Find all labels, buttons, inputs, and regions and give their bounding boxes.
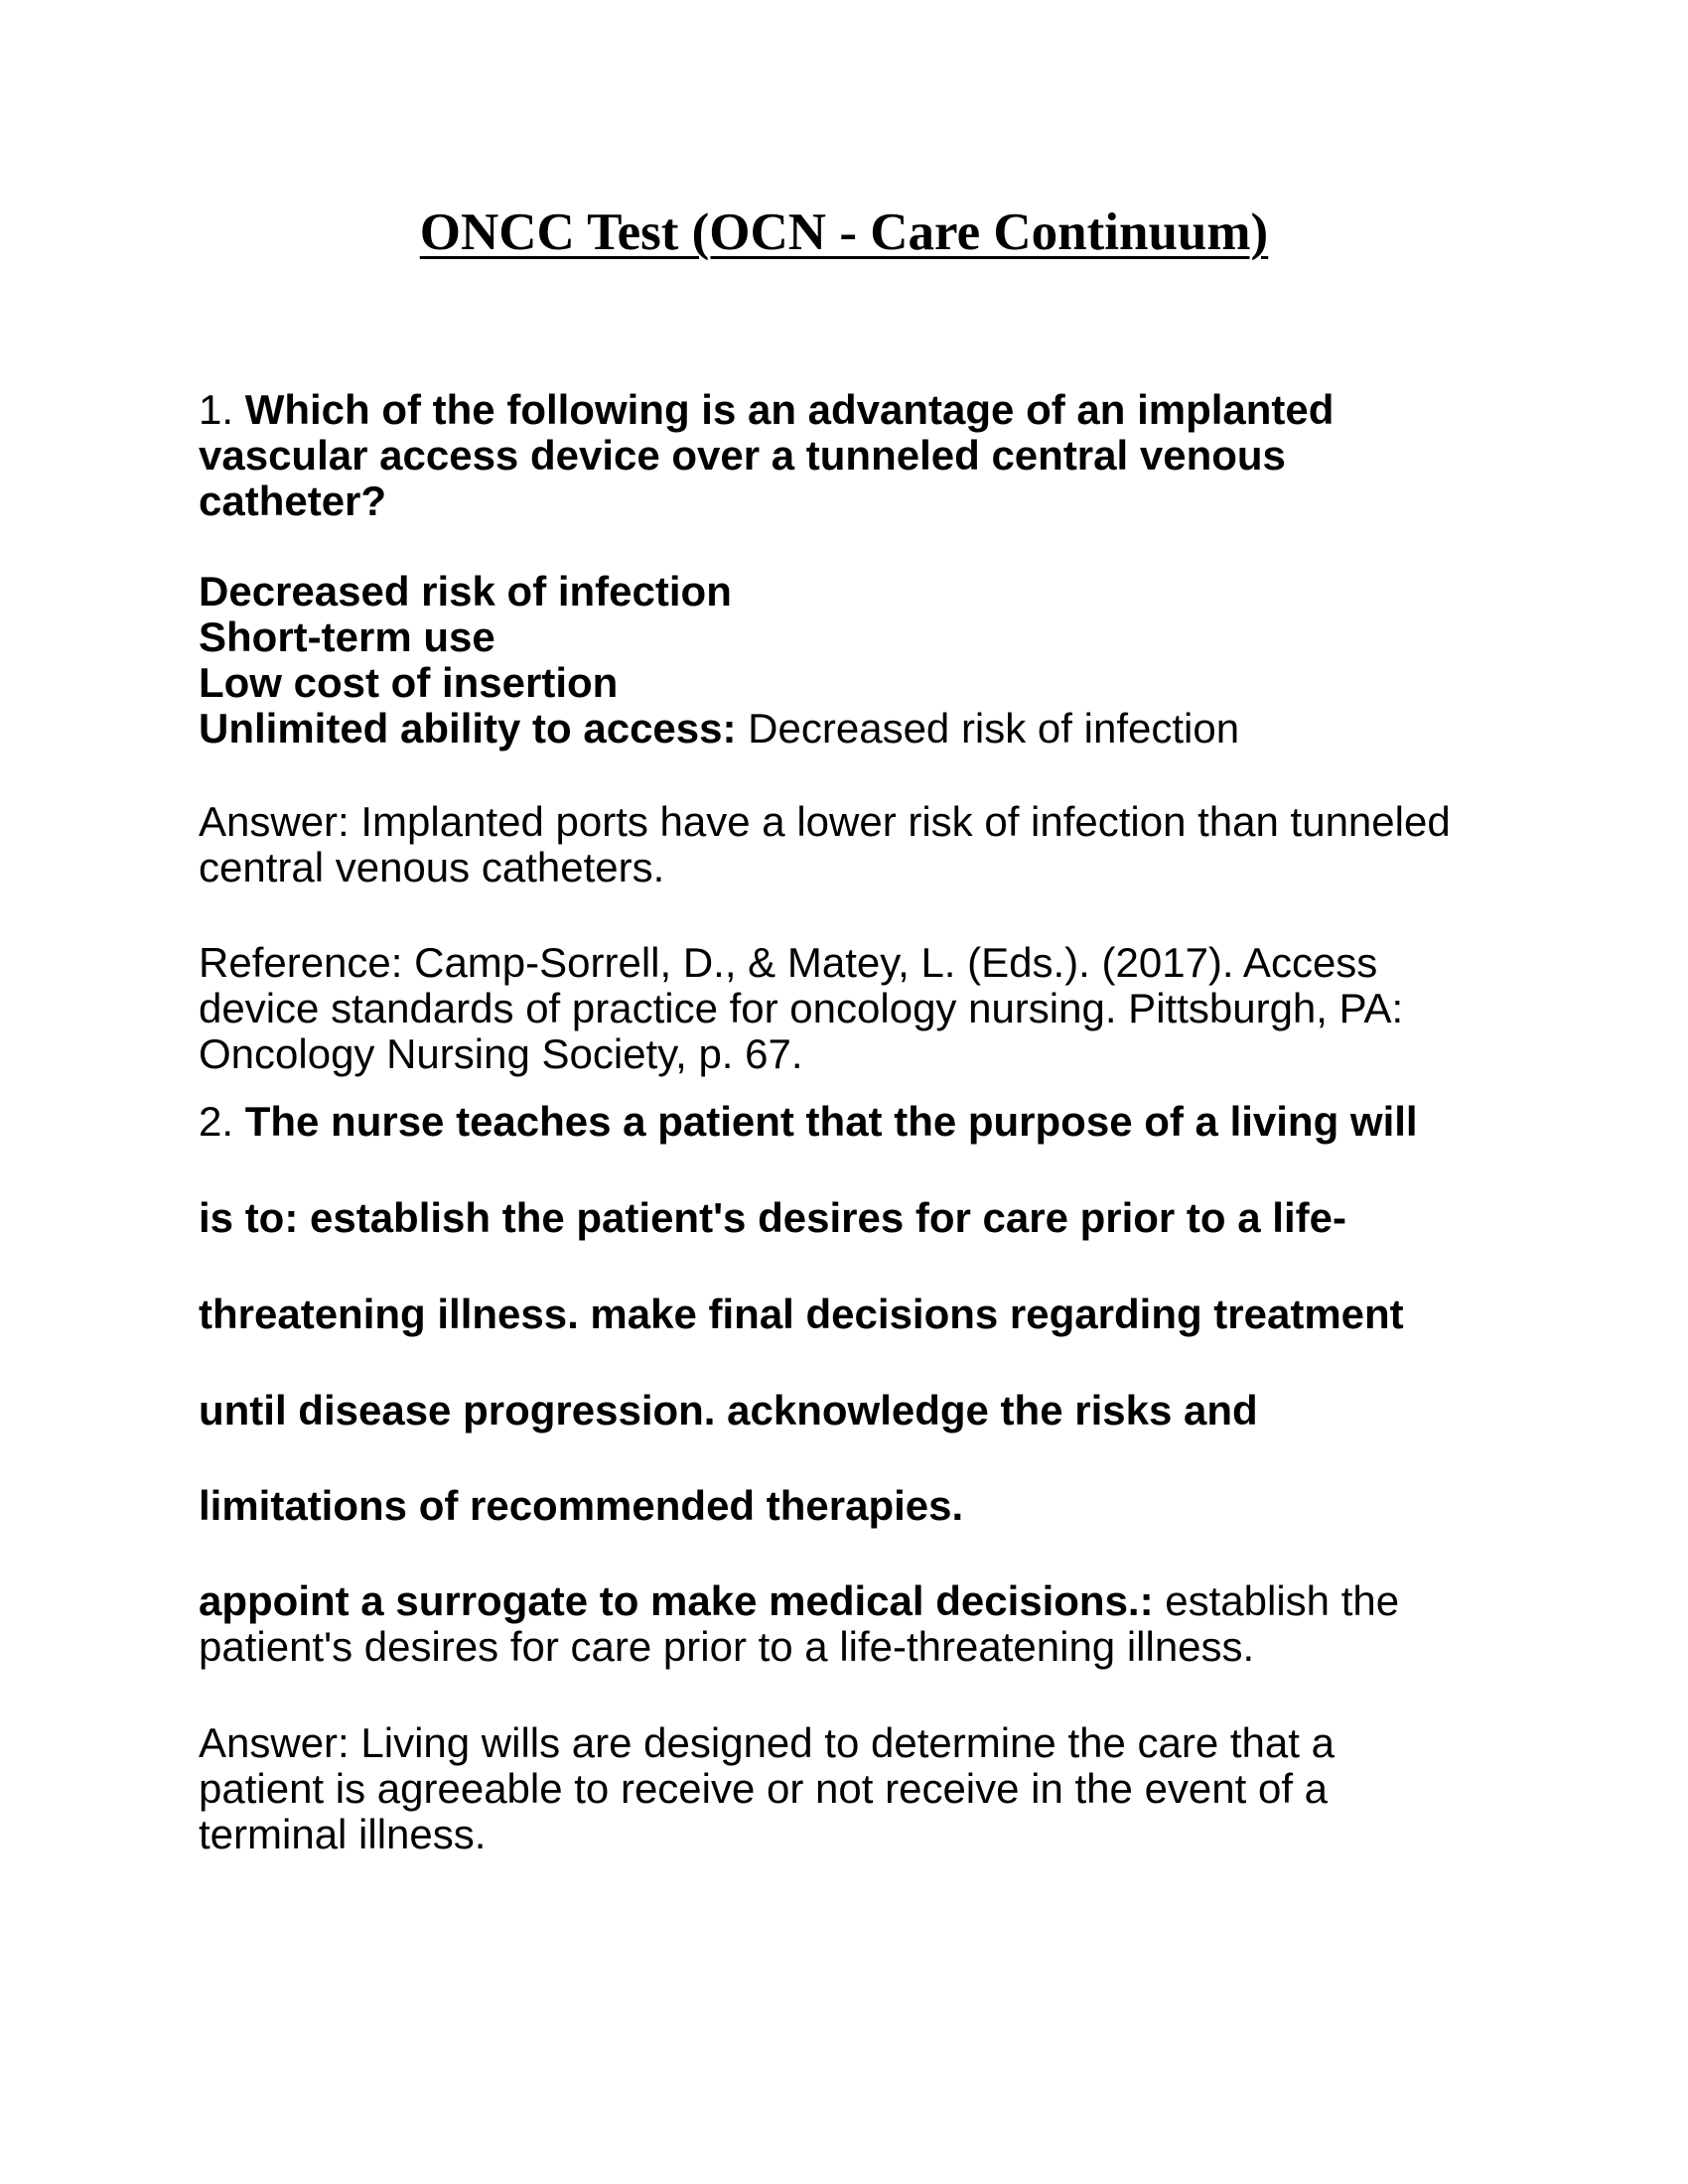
- answer-line: Answer: Living wills are designed to determine the care that a: [199, 1719, 1335, 1766]
- question-2-number: 2.: [199, 1098, 234, 1145]
- question-1: [199, 387, 1509, 524]
- reference-line: Reference: Camp-Sorrell, D., & Matey, L. (Eds.). (2017). Access: [199, 939, 1378, 986]
- answer-line: Answer: Implanted ports have a lower risk of infection than tunneled: [199, 798, 1451, 845]
- option-last: appoint a surrogate to make medical decisions.: establish the: [199, 1577, 1400, 1624]
- option-4: Unlimited ability to access: Decreased risk of infection: [199, 705, 1240, 751]
- question-1-line: catheter?: [199, 478, 387, 524]
- answer-line: terminal illness.: [199, 1811, 487, 1857]
- question-1-line: vascular access device over a tunneled central venous: [199, 432, 1286, 478]
- question-1-answer: [199, 799, 1509, 890]
- selected-answer-continuation: patient's desires for care prior to a life-threatening illness.: [199, 1623, 1255, 1670]
- selected-answer: Decreased risk of infection: [748, 705, 1240, 751]
- question-1-reference: [199, 940, 1509, 1077]
- question-2-line: limitations of recommended therapies.: [199, 1482, 964, 1529]
- question-1-number: 1.: [199, 386, 234, 433]
- option-2: Short-term use: [199, 614, 495, 660]
- question-2-line: 2. The nurse teaches a patient that the purpose of a living will: [199, 1098, 1418, 1145]
- reference-line: Oncology Nursing Society, p. 67.: [199, 1030, 803, 1077]
- question-2-selection: [199, 1578, 1509, 1670]
- option-3: Low cost of insertion: [199, 659, 619, 706]
- selected-answer: establish the: [1165, 1577, 1400, 1624]
- answer-line: patient is agreeable to receive or not receive in the event of a: [199, 1765, 1329, 1812]
- question-2-answer: [199, 1720, 1509, 1857]
- question-2-line: is to: establish the patient's desires for care prior to a life-: [199, 1194, 1346, 1241]
- answer-line: central venous catheters.: [199, 844, 665, 890]
- question-2-line: until disease progression. acknowledge the risks and: [199, 1387, 1258, 1433]
- option-1: Decreased risk of infection: [199, 568, 732, 614]
- page-title: ONCC Test (OCN - Care Continuum): [419, 204, 1269, 261]
- question-1-line: 1. Which of the following is an advantage of an implanted: [199, 386, 1335, 433]
- question-2-line: threatening illness. make final decisions regarding treatment: [199, 1291, 1404, 1337]
- reference-line: device standards of practice for oncology nursing. Pittsburgh, PA:: [199, 985, 1404, 1031]
- question-1-options: [199, 569, 1509, 751]
